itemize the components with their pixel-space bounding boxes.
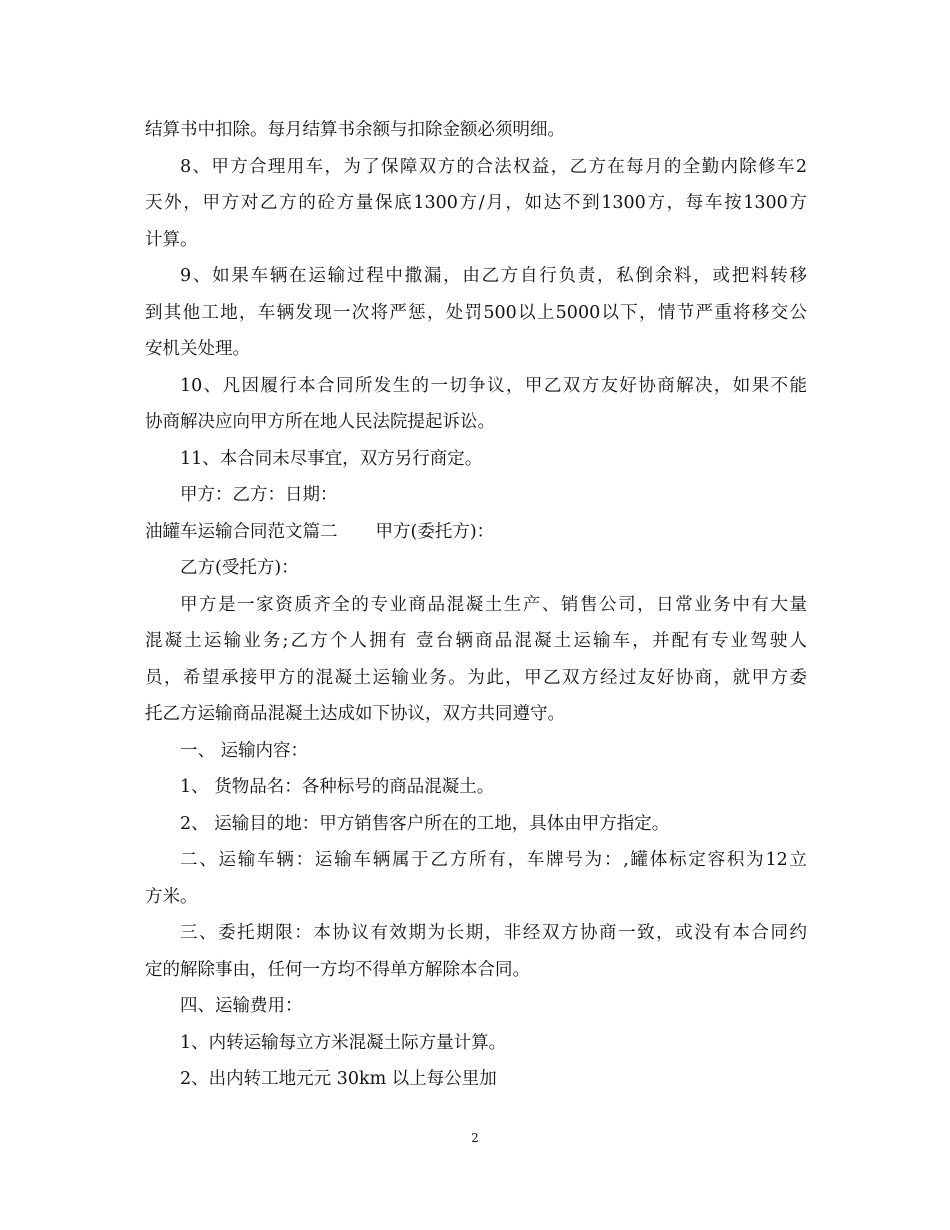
text-line: 2、出内转工地元元 30km 以上每公里加 xyxy=(180,1069,497,1089)
text-line: 计算。 xyxy=(145,229,198,250)
text-line: 安机关处理。 xyxy=(145,339,250,359)
text-line: 10、凡因履行本合同所发生的一切争议，甲乙双方友好协商解决，如果不能 xyxy=(180,375,807,396)
text-line: 到其他工地，车辆发现一次将严惩，处罚500以上5000以下，情节严重将移交公 xyxy=(145,302,807,323)
text-line: 定的解除事由，任何一方均不得单方解除本合同。 xyxy=(145,959,530,980)
text-line: 1、内转运输每立方米混凝土际方量计算。 xyxy=(180,1032,507,1053)
text-line: 方米。 xyxy=(145,886,198,907)
text-line: 员，希望承接甲方的混凝土运输业务。为此，甲乙双方经过友好协商，就甲方委 xyxy=(145,667,807,688)
text-line: 混凝土运输业务;乙方个人拥有 壹台辆商品混凝土运输车，并配有专业驾驶人 xyxy=(145,631,807,651)
text-line: 甲方是一家资质齐全的专业商品混凝土生产、销售公司，日常业务中有大量 xyxy=(180,594,807,615)
signature-line: 甲方：乙方：日期： xyxy=(180,485,338,505)
text-line: 9、如果车辆在运输过程中撒漏，由乙方自行负责，私倒余料，或把料转移 xyxy=(180,266,807,286)
text-line: 1、 货物品名：各种标号的商品混凝土。 xyxy=(180,777,495,797)
text-line: 2、 运输目的地：甲方销售客户所在的工地，具体由甲方指定。 xyxy=(180,813,670,834)
text-line: 协商解决应向甲方所在地人民法院提起诉讼。 xyxy=(145,412,495,432)
party-b-label: 乙方(受托方)： xyxy=(180,558,299,578)
party-a-label: 甲方(委托方)： xyxy=(375,521,495,542)
text-line: 结算书中扣除。每月结算书余额与扣除金额必须明细。 xyxy=(145,120,565,140)
page-number: 2 xyxy=(471,1131,479,1145)
text-line: 天外，甲方对乙方的砼方量保底1300方/月，如达不到1300方，每车按1300方 xyxy=(145,193,807,213)
clause-heading: 四、运输费用： xyxy=(180,996,303,1016)
clause-heading: 一、 运输内容： xyxy=(180,740,309,761)
text-line: 11、本合同未尽事宜，双方另行商定。 xyxy=(180,448,483,469)
text-line: 二、运输车辆：运输车辆属于乙方所有，车牌号为：,罐体标定容积为12立 xyxy=(180,850,807,870)
section-title-line xyxy=(145,514,807,551)
document-body xyxy=(145,112,807,1098)
text-line: 8、甲方合理用车，为了保障双方的合法权益，乙方在每月的全勤内除修车2 xyxy=(180,156,807,177)
text-line: 三、委托期限：本协议有效期为长期，非经双方协商一致，或没有本合同约 xyxy=(180,923,807,943)
section-title: 油罐车运输合同范文篇二 xyxy=(145,521,338,542)
text-line: 托乙方运输商品混凝土达成如下协议，双方共同遵守。 xyxy=(145,704,565,724)
